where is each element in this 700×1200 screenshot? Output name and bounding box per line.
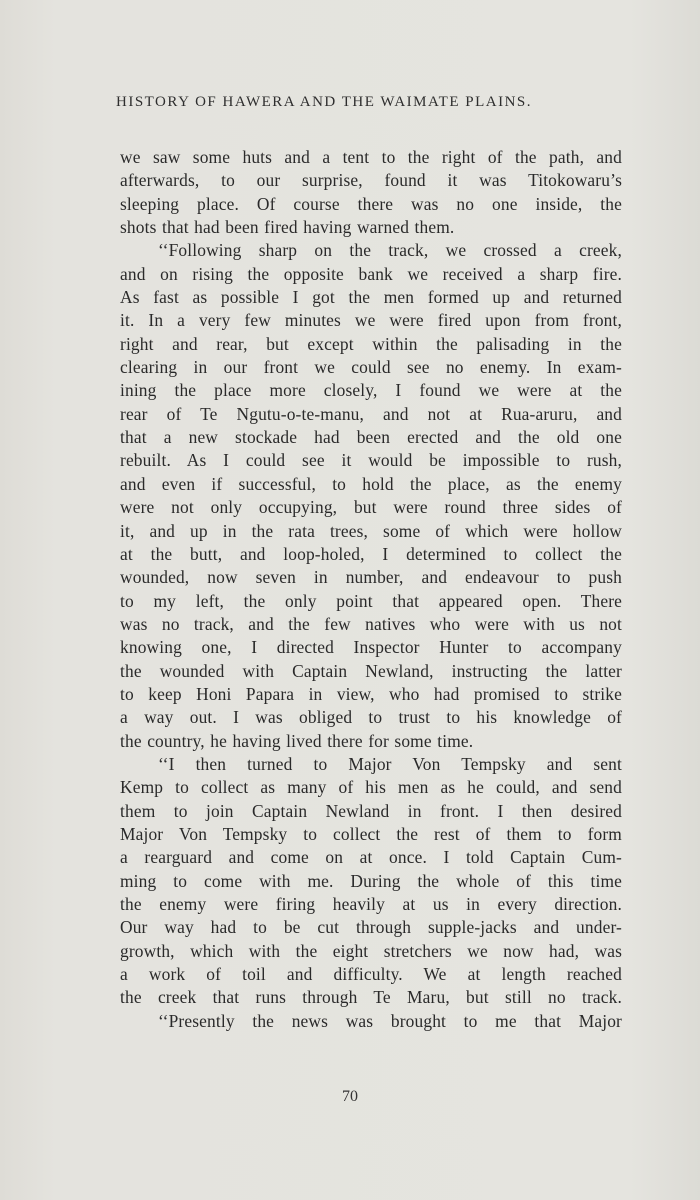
text-line: Our way had to be cut through supple-jacks and under- [120,917,622,938]
text-line: and on rising the opposite bank we received a sharp fire. [120,263,622,284]
text-line: ‘‘Presently the news was brought to me that Major [158,1010,622,1031]
text-line: Major Von Tempsky to collect the rest of them to form [120,823,622,844]
text-line: rear of Te Ngutu-o-te-manu, and not at Rua-aruru, and [120,403,622,424]
running-title: HISTORY OF HAWERA AND THE WAIMATE PLAINS. [116,94,533,110]
page-number: 70 [342,1088,358,1105]
text-line: rebuilt. As I could see it would be impossible to rush, [120,450,622,471]
text-line: a way out. I was obliged to trust to his knowledge of [120,707,622,728]
text-line: that a new stockade had been erected and the old one [120,427,622,448]
text-line: Kemp to collect as many of his men as he could, and send [120,777,622,798]
text-line: to keep Honi Papara in view, who had promised to strike [120,683,622,704]
text-line: it, and up in the rata trees, some of which were hollow [120,520,622,541]
text-line: knowing one, I directed Inspector Hunter to accompany [120,637,622,658]
text-line: ‘‘Following sharp on the track, we crossed a creek, [158,240,622,261]
text-line: and even if successful, to hold the place, as the enemy [120,473,622,494]
text-line: the country, he having lived there for some time. [120,730,474,751]
text-line: ming to come with me. During the whole of this time [120,870,622,891]
text-line: ‘‘I then turned to Major Von Tempsky and sent [158,753,622,774]
text-line: right and rear, but except within the palisading in the [120,333,622,354]
text-line: As fast as possible I got the men formed up and returned [120,287,622,308]
text-line: it. In a very few minutes we were fired upon from front, [120,310,622,331]
text-line: the wounded with Captain Newland, instructing the latter [120,660,622,681]
text-line: the enemy were firing heavily at us in every direction. [120,894,622,914]
text-line: afterwards, to our surprise, found it was Titokowaru’s [120,170,622,191]
text-line: to my left, the only point that appeared open. There [120,590,622,611]
text-line: sleeping place. Of course there was no one inside, the [120,193,622,214]
text-line: growth, which with the eight stretchers we now had, was [120,940,622,961]
text-line: was no track, and the few natives who were with us not [120,613,622,634]
text-line: the creek that runs through Te Maru, but still no track. [120,987,622,1008]
text-line: them to join Captain Newland in front. I then desired [120,800,622,821]
text-line: clearing in our front we could see no enemy. In exam- [120,357,622,378]
text-line: a rearguard and come on at once. I told Captain Cum- [120,847,622,868]
body-text [120,146,622,1033]
text-line: were not only occupying, but were round three sides of [120,497,622,518]
text-line: shots that had been fired having warned them. [120,217,455,238]
text-line: at the butt, and loop-holed, I determined to collect the [120,543,622,564]
text-line: we saw some huts and a tent to the right of the path, and [120,147,622,167]
text-line: wounded, now seven in number, and endeavour to push [120,567,622,588]
text-line: ining the place more closely, I found we were at the [120,380,622,401]
text-line: a work of toil and difficulty. We at length reached [120,964,622,985]
